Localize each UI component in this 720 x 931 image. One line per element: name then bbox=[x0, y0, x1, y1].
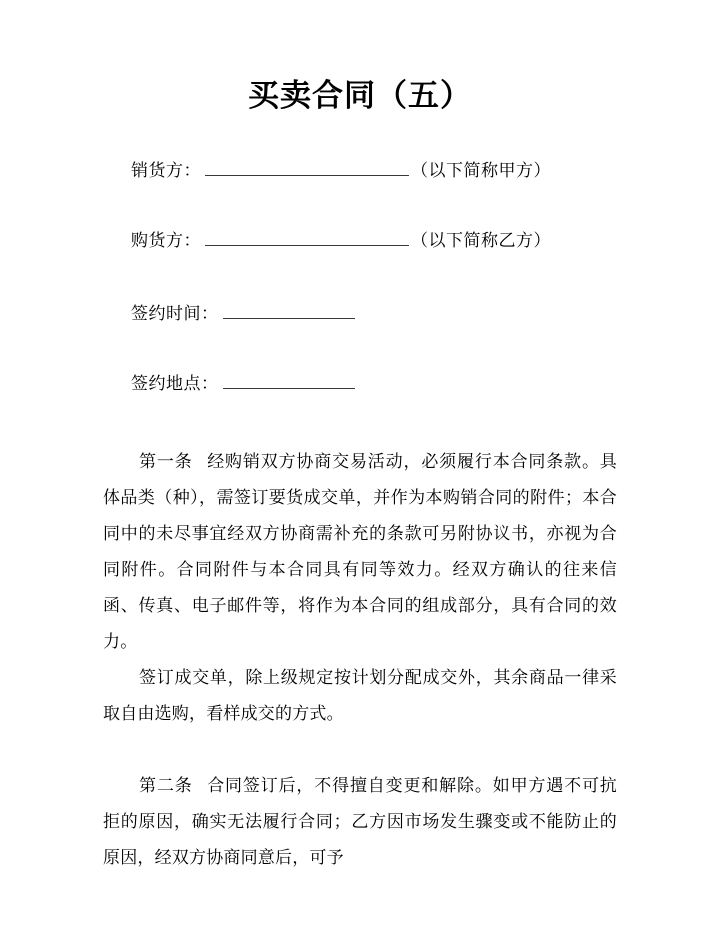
field-seller bbox=[103, 158, 663, 184]
clause-1-note bbox=[103, 660, 617, 732]
field-sign-place-label: 签约地点： bbox=[131, 374, 219, 393]
field-sign-place bbox=[103, 371, 663, 397]
clause-1 bbox=[103, 444, 617, 660]
field-sign-place-input[interactable] bbox=[223, 371, 355, 389]
clause-1-note-text: 签订成交单，除上级规定按计划分配成交外，其余商品一律采取自由选购，看样成交的方式。 bbox=[103, 668, 617, 723]
clause-2 bbox=[103, 768, 617, 876]
field-sign-date-label: 签约时间： bbox=[131, 304, 219, 323]
page-title: 买卖合同（五） bbox=[248, 78, 472, 113]
clause-1-text: 经购销双方协商交易活动，必须履行本合同条款。具体品类（种），需签订要货成交单，并作为本购销合同的附件；本合同中的未尽事宜经双方协商需补充的条款可另附协议书，亦视为合同附件。合同附件与本合同具有同等效力。经双方确认的往来信函、传真、电子邮件等，将作为本合同的组成部分，具有合同的效力。 bbox=[103, 452, 617, 651]
field-sign-date-input[interactable] bbox=[223, 301, 355, 319]
clause-1-heading: 第一条 bbox=[139, 452, 193, 471]
field-buyer-suffix: （以下简称乙方） bbox=[411, 231, 551, 250]
field-seller-suffix: （以下简称甲方） bbox=[411, 161, 551, 180]
clause-2-text: 合同签订后，不得擅自变更和解除。如甲方遇不可抗拒的原因，确实无法履行合同；乙方因市场发生骤变或不能防止的原因，经双方协商同意后，可予 bbox=[103, 776, 617, 867]
field-seller-label: 销货方： bbox=[131, 161, 201, 180]
field-buyer bbox=[103, 228, 663, 254]
field-buyer-input[interactable] bbox=[205, 228, 409, 246]
clause-2-heading: 第二条 bbox=[139, 776, 193, 795]
field-buyer-label: 购货方： bbox=[131, 231, 201, 250]
field-seller-input[interactable] bbox=[205, 158, 409, 176]
field-sign-date bbox=[103, 301, 663, 327]
